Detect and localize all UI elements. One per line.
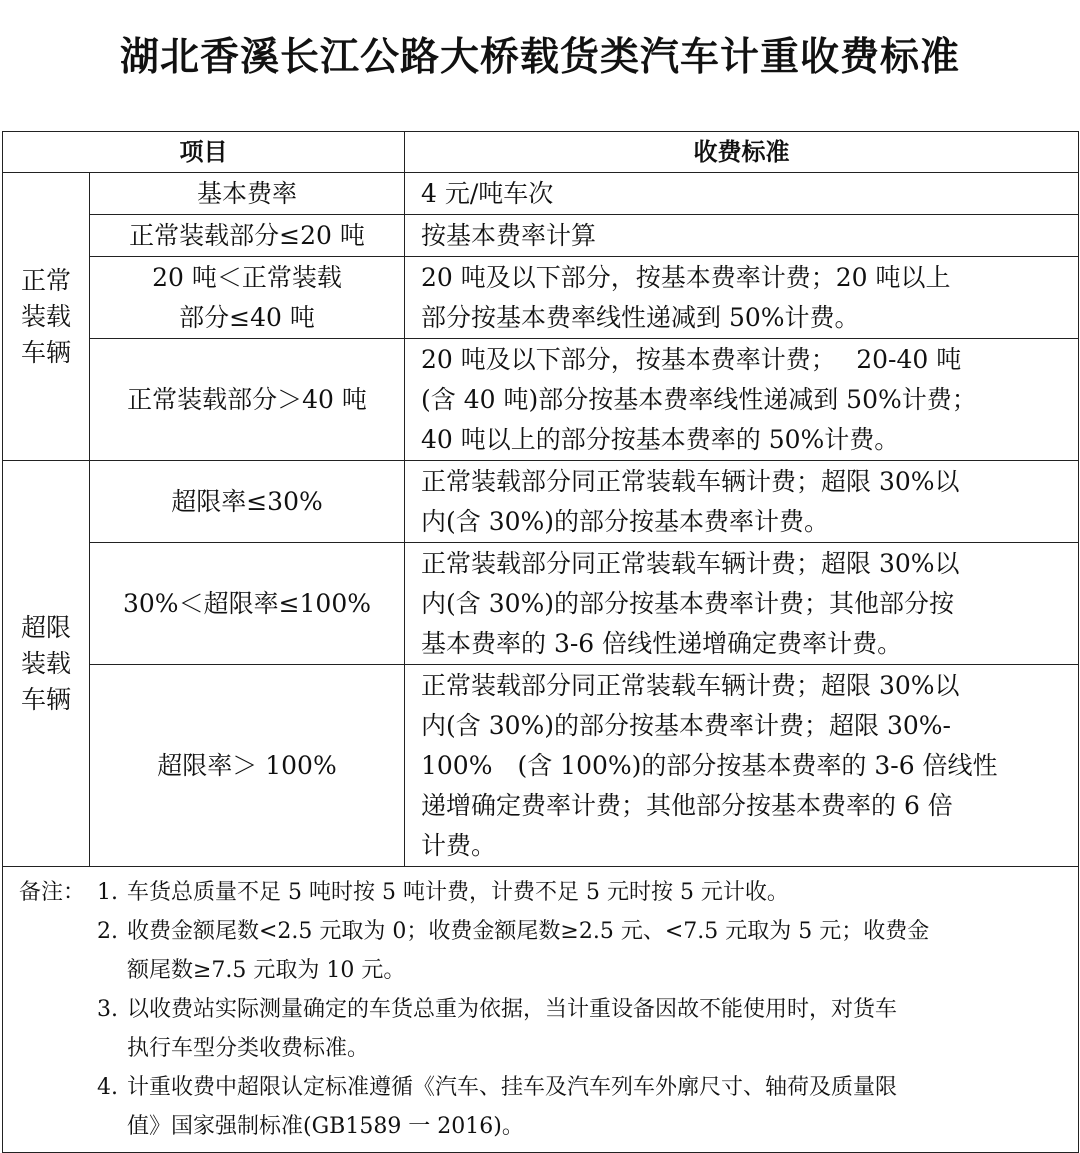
header-row [3, 132, 1079, 173]
note-text: 计重收费中超限认定标准遵循《汽车、挂车及汽车列车外廓尺寸、轴荷及质量限 [127, 1075, 898, 1100]
standard-cell [405, 257, 1079, 339]
note-line [19, 873, 1064, 912]
table-row [3, 339, 1079, 461]
note-text: 以收费站实际测量确定的车货总重为依据，当计重设备因故不能使用时，对货车 [127, 997, 898, 1022]
standard-cell [405, 173, 1079, 215]
table-row [3, 173, 1079, 215]
notes-label [19, 912, 97, 951]
standard-text: 内(含 30%)的部分按基本费率计费；超限 30%- [421, 710, 951, 740]
note-line: 值》国家强制标准(GB1589 一 2016)。 [127, 1114, 524, 1139]
notes-cell [3, 867, 1079, 1153]
item-label: 超限率≤30% [171, 486, 323, 516]
note-line [19, 912, 1064, 951]
note-line [19, 1068, 1064, 1107]
notes-label: 备注： [19, 880, 86, 905]
standard-text: 计费。 [421, 830, 497, 860]
table-row [3, 215, 1079, 257]
note-text: 收费金额尾数<2.5 元取为 0；收费金额尾数≥2.5 元、<7.5 元取为 5 元；收费金 [127, 919, 930, 944]
note-number: 4. [97, 1075, 118, 1100]
standard-text: 40 吨以上的部分按基本费率的 50%计费。 [421, 424, 900, 454]
header-item: 项目 [3, 132, 405, 173]
fee-table [2, 131, 1079, 1153]
table-row [3, 257, 1079, 339]
note-line [19, 990, 1064, 1029]
category-cell [3, 173, 90, 461]
item-label: 20 吨＜正常装载 [152, 262, 342, 292]
item-cell [90, 543, 405, 665]
table-row [3, 665, 1079, 867]
note-number: 3. [97, 997, 118, 1022]
table-row [3, 543, 1079, 665]
table-row [3, 461, 1079, 543]
standard-text: 4 元/吨车次 [421, 178, 554, 208]
standard-text: 20 吨及以下部分，按基本费率计费；20 吨以上 [421, 262, 951, 292]
category-label: 超限 [20, 612, 71, 642]
standard-cell [405, 215, 1079, 257]
header-standard: 收费标准 [405, 132, 1079, 173]
standard-text: 内(含 30%)的部分按基本费率计费。 [421, 506, 830, 536]
standard-text: 递增确定费率计费；其他部分按基本费率的 6 倍 [421, 790, 953, 820]
note-line: 额尾数≥7.5 元取为 10 元。 [127, 958, 406, 983]
standard-cell [405, 543, 1079, 665]
item-cell [90, 215, 405, 257]
notes-label [19, 990, 97, 1029]
standard-text: 20 吨及以下部分，按基本费率计费； 20-40 吨 [421, 344, 962, 374]
standard-text: 按基本费率计算 [421, 220, 597, 250]
standard-text: 正常装载部分同正常装载车辆计费；超限 30%以 [421, 548, 960, 578]
category-label: 正常 [20, 265, 71, 295]
standard-text: (含 40 吨)部分按基本费率线性递减到 50%计费； [421, 384, 977, 414]
standard-text: 100% (含 100%)的部分按基本费率的 3-6 倍线性 [421, 750, 998, 780]
category-label: 装载 [20, 648, 71, 678]
item-cell [90, 461, 405, 543]
item-label: 超限率＞ 100% [157, 750, 337, 780]
standard-text: 部分按基本费率线性递减到 50%计费。 [421, 302, 860, 332]
item-cell [90, 257, 405, 339]
note-number: 2. [97, 919, 118, 944]
note-text: 车货总质量不足 5 吨时按 5 吨计费，计费不足 5 元时按 5 元计收。 [127, 880, 789, 905]
standard-text: 正常装载部分同正常装载车辆计费；超限 30%以 [421, 670, 960, 700]
item-cell [90, 339, 405, 461]
notes-label [19, 1068, 97, 1107]
standard-cell [405, 665, 1079, 867]
notes-row [3, 867, 1079, 1153]
standard-cell [405, 461, 1079, 543]
note-line: 执行车型分类收费标准。 [127, 1036, 370, 1061]
standard-text: 正常装载部分同正常装载车辆计费；超限 30%以 [421, 466, 960, 496]
category-label: 装载 [20, 301, 71, 331]
standard-text: 内(含 30%)的部分按基本费率计费；其他部分按 [421, 588, 955, 618]
category-label: 车辆 [20, 337, 71, 367]
standard-cell [405, 339, 1079, 461]
standard-text: 基本费率的 3-6 倍线性递增确定费率计费。 [421, 628, 903, 658]
item-cell [90, 173, 405, 215]
category-cell [3, 461, 90, 867]
item-label: 正常装载部分≤20 吨 [129, 220, 365, 250]
note-number: 1. [97, 880, 118, 905]
page-title: 湖北香溪长江公路大桥载货类汽车计重收费标准 [119, 35, 960, 80]
item-label: 部分≤40 吨 [179, 302, 315, 332]
item-cell [90, 665, 405, 867]
item-label: 基本费率 [196, 178, 297, 208]
item-label: 30%＜超限率≤100% [123, 588, 371, 618]
item-label: 正常装载部分＞40 吨 [127, 384, 367, 414]
category-label: 车辆 [20, 684, 71, 714]
